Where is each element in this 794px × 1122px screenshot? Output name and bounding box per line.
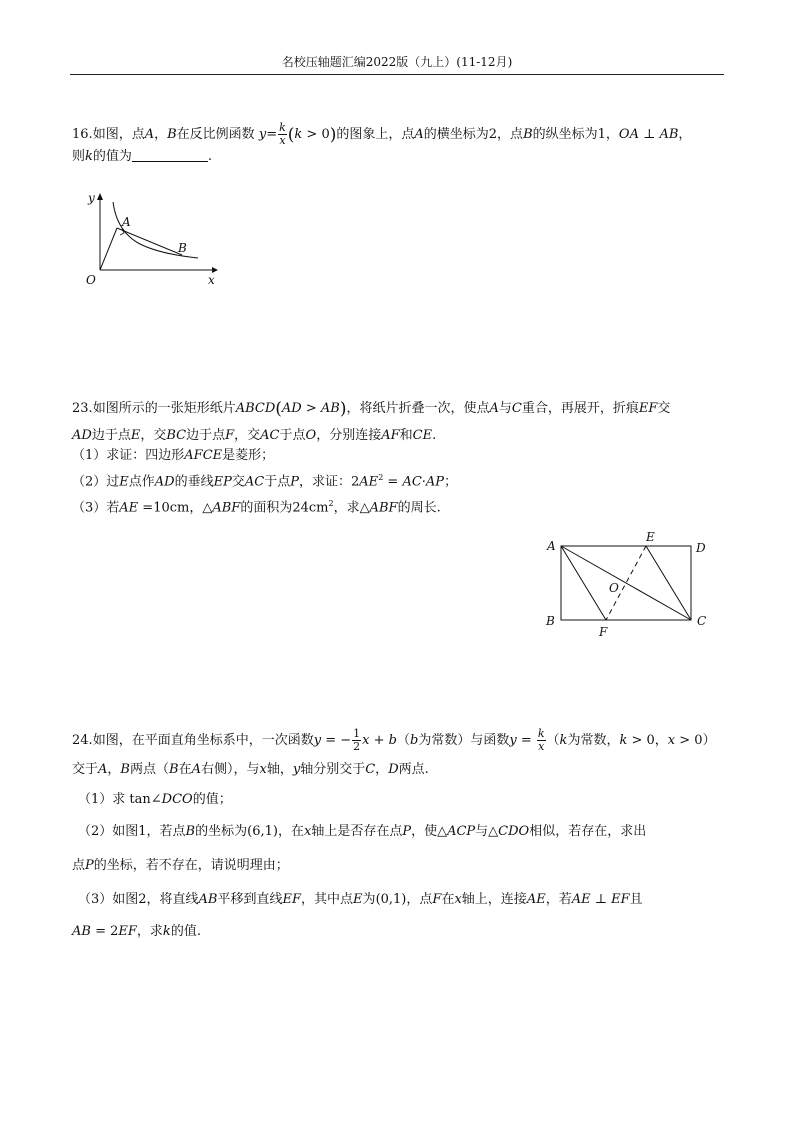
q16-line-1: 16.如图，点A，B在反比例函数 y= $\frac{k}{x}$ (k > 0)的图象上，点A的横坐标为2，点B的纵坐标为1，OA ⊥ AB， xyxy=(72,121,692,147)
q24-line-1: 24.如图，在平面直角坐标系中，一次函数y = − $\frac{1}{2}$ x + b（b为常数）与函数y = $\frac{k}{x}$ （k为常数，k > 0，x > 0） xyxy=(72,727,716,753)
fig23-f-label: F xyxy=(599,625,608,639)
header-divider xyxy=(70,74,724,75)
fig16-x-label: x xyxy=(208,273,215,287)
q24-part-1: （1）求 tan∠DCO的值； xyxy=(78,792,232,807)
fig23-a-label: A xyxy=(547,539,556,553)
q24-part-2-cont: 点P的坐标，若不存在，请说明理由； xyxy=(72,858,289,873)
fig23-c-label: C xyxy=(697,614,707,628)
q24-fraction-half: $\frac{1}{2}$ xyxy=(353,727,361,753)
fig16-o-label: O xyxy=(86,273,96,287)
q16-fraction: $\frac{k}{x}$ xyxy=(279,121,286,147)
q16-line-2: 则k的值为 . xyxy=(72,149,213,164)
fig23-o-label: O xyxy=(609,581,619,595)
q24-line-2: 交于A，B两点（B在A右侧），与x轴，y轴分别交于C，D两点. xyxy=(72,762,429,777)
segment-ce xyxy=(646,546,691,620)
fig23-b-label: B xyxy=(546,614,555,628)
diagonal-ac xyxy=(561,546,691,620)
segment-af xyxy=(561,546,606,620)
q23-line-2: AD边于点E，交BC边于点F，交AC于点O，分别连接AF和CE. xyxy=(72,428,437,443)
y-arrow-icon xyxy=(97,193,103,200)
q24-part-2: （2）如图1，若点B的坐标为(6,1)，在x轴上是否存在点P，使△ACP与△CDO相似，若存在，求出 xyxy=(78,824,647,839)
question-24 xyxy=(72,728,726,942)
q23-part-2: （2）过E点作AD的垂线EP交AC于点P，求证：$2AE^2 = AC\cdot AP$； xyxy=(72,473,458,490)
q24-part-3: （3）如图2，将直线AB平移到直线EF，其中点E为(0,1)，点F在x轴上，连接AE，若AE ⊥ EF且 xyxy=(78,892,643,907)
segment-oa xyxy=(100,228,117,270)
fig16-y-label: y xyxy=(88,191,95,205)
fig16-a-label: A xyxy=(122,215,131,229)
fig23-d-label: D xyxy=(696,541,706,555)
q23-line-1: 23.如图所示的一张矩形纸片ABCD(AD > AB)，将纸片折叠一次，使点A与C重合，再展开，折痕EF交 xyxy=(72,399,671,419)
fig16-b-label: B xyxy=(178,241,187,255)
q23-part-1: （1）求证：四边形AFCE是菱形； xyxy=(72,448,275,463)
answer-blank xyxy=(132,148,208,162)
question-16 xyxy=(72,122,726,167)
page-header: 名校压轴题汇编2022版（九上）(11-12月) xyxy=(281,55,513,69)
question-23 xyxy=(72,398,726,519)
fig23-e-label: E xyxy=(646,530,655,544)
q16-figure xyxy=(80,188,220,288)
segment-ab xyxy=(117,228,182,255)
q24-part-3-cont: AB = 2EF，求k的值. xyxy=(72,924,201,939)
q23-part-3: （3）若AE =10cm，△ABF的面积为$24cm^2$，求△ABF的周长. xyxy=(72,499,441,516)
q23-figure xyxy=(540,528,720,640)
q24-fraction-kx: $\frac{k}{x}$ xyxy=(537,727,545,753)
